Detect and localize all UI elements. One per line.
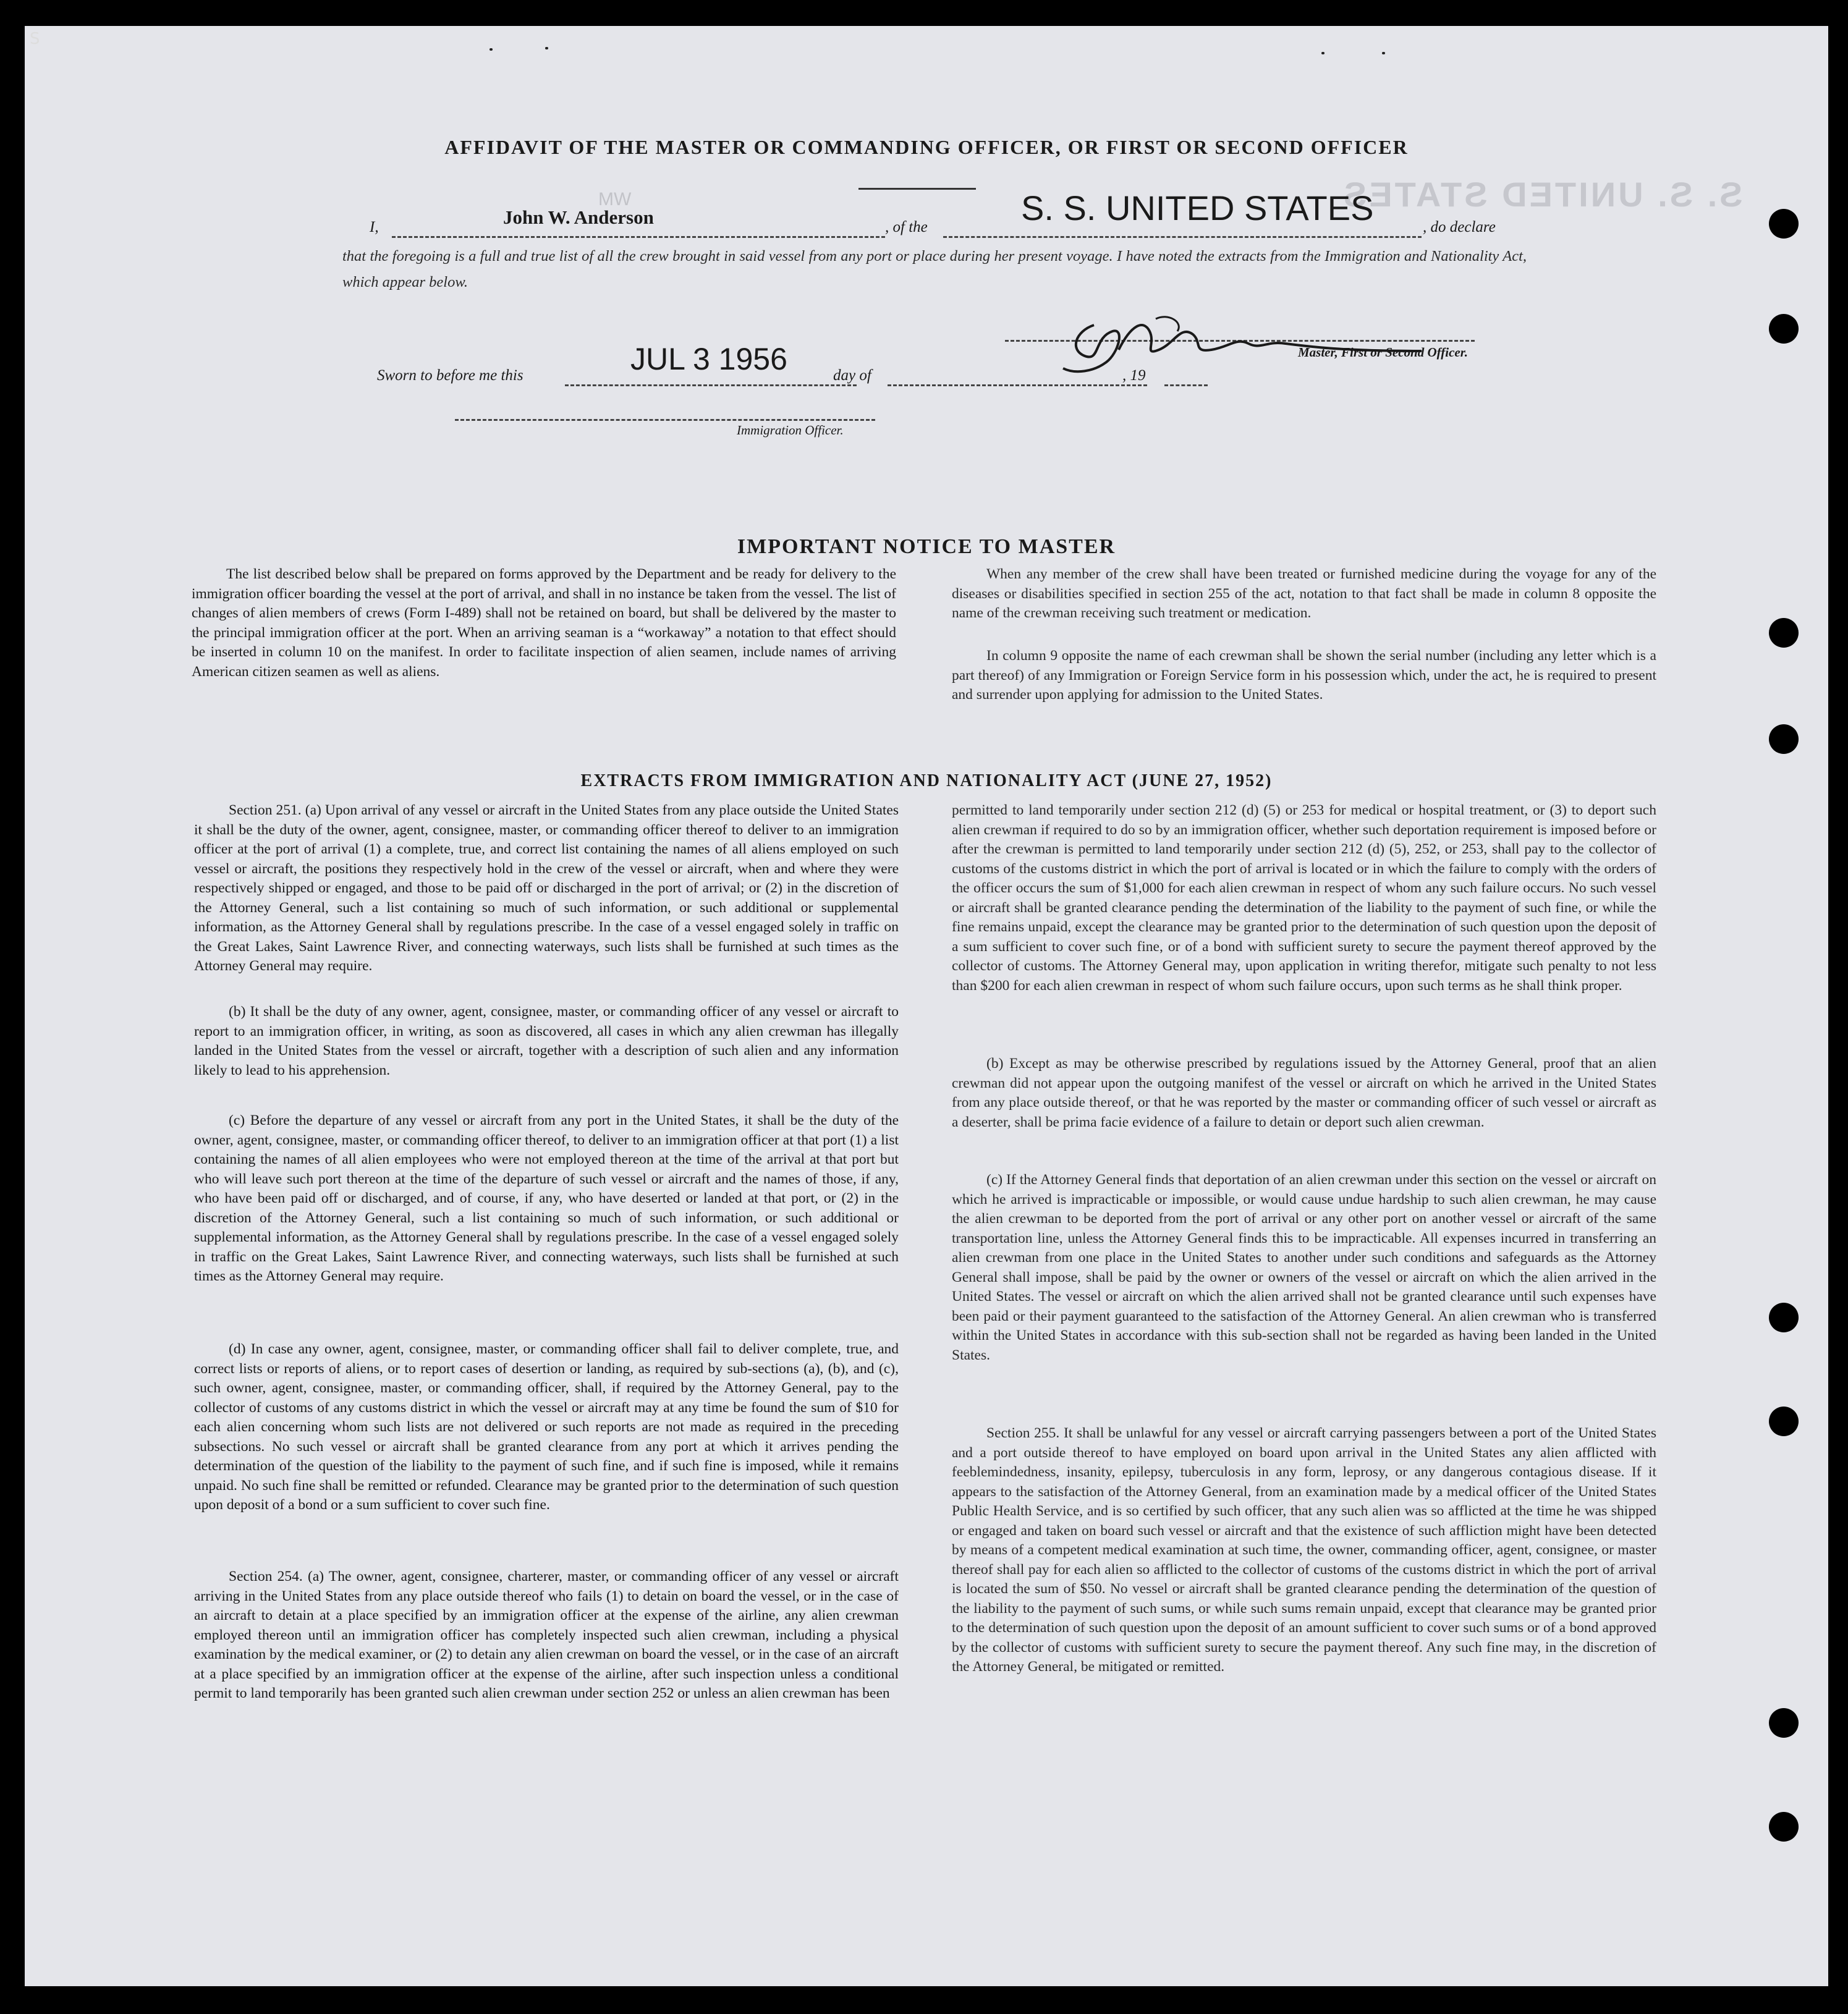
year-line [1164, 384, 1208, 386]
section-254-a: Section 254. (a) The owner, agent, consignee, charterer, master, or commanding officer of any vessel or aircraft arriving in the United States from any place outside thereof who fails (1) to detain on board the vessel, or in the case of an aircraft to detain at a place specified by an immigration officer at the expense of the airline, any alien crewman employed thereon until an immigration officer has completely inspected such alien crewman, including a physical examination by the medical examiner, or (2) to detain any alien crewman on board the vessel, or in the case of an aircraft at a place specified by an immigration officer at the expense of the airline, after such inspection unless a conditional permit to land temporarily has been granted such alien crewman under section 252 or unless an alien crewman has been [194, 1568, 899, 1701]
binder-hole [1769, 209, 1799, 239]
declaration-text: that the foregoing is a full and true list of all the crew brought in said vessel from any port or place during her present voyage. I have noted the extracts from the Immigration and Nationality Act, which appear below. [342, 248, 1527, 290]
corner-mark: S [30, 30, 40, 48]
section-254-c: (c) If the Attorney General finds that deportation of an alien crewman under this section on the vessel or aircraft on which he arrived is impracticable or impossible, or would cause undue hardship to such alien crewman, he may cause the alien crewman to be deported from the port of arrival or any other port on another vessel or aircraft of the same transportation line, unless the Attorney General finds this to be impracticable. All expenses incurred in transferring an alien crewman from one place in the United States to another under such conditions and safeguards as the Attorney General shall impose, shall be paid by the owner or owners of the vessel or aircraft on which the alien arrived in the United States. The vessel or aircraft on which the alien arrived shall not be granted clearance until such expenses have been paid or their payment guaranteed to the satisfaction of the Attorney General. An alien crewman who is transferred within the United States in accordance with this sub-section shall not be regarded as having been landed in the United States. [952, 1172, 1656, 1363]
section-255: Section 255. It shall be unlawful for any vessel or aircraft carrying passengers between a port of the United States and a port outside thereof to have employed on board upon arrival in the United States any alien afflicted with feeblemindedness, insanity, epilepsy, tuberculosis in any form, leprosy, or any dangerous contagious disease. If it appears to the satisfaction of the Attorney General, from an examination made by a medical officer of the United States Public Health Service, and is so certified by such officer, that any such alien was so afflicted at the time he was shipped or engaged and taken on board such vessel or aircraft and that the existence of such affliction might have been detected by means of a competent medical examination at such time, the owner, commanding officer, agent, consignee, or master thereof shall pay for each alien so afflicted to the collector of customs of the customs district in which the port of arrival is located the sum of $50. No vessel or aircraft shall be granted clearance pending the determination of the question of the liability to the payment of such sums, or while such sums remain unpaid, except that clearance may be granted prior to the determination of such question upon the deposit of an amount sufficient to cover such sums or of a bond approved by the collector of customs with sufficient surety to secure the payment thereof. Any such fine may, in the discretion of the Attorney General, be mitigated or remitted. [952, 1425, 1656, 1675]
i-label: I, [370, 219, 379, 235]
of-the-label: , of the [885, 219, 928, 235]
signature-mark [1051, 307, 1452, 381]
speck [490, 48, 493, 51]
section-254-b: (b) Except as may be otherwise prescribed by regulations issued by the Attorney General, proof that an alien crewman did not appear upon the outgoing manifest of the vessel or aircraft on which he arrived in the United States from any place outside thereof, or that he was reported by the master or commanding officer of such vessel or aircraft as a deserter, shall be prima facie evidence of a failure to detain or deport such alien crewman. [952, 1056, 1656, 1130]
month-line [888, 384, 1147, 386]
binder-hole [1769, 618, 1799, 648]
speck [1321, 52, 1325, 54]
show-through-text: MW [598, 189, 632, 209]
show-through-stamp: S. S. UNITED STATES [1341, 175, 1743, 214]
title-divider [858, 188, 976, 190]
binder-hole [1769, 1812, 1799, 1842]
officer-caption: Immigration Officer. [737, 423, 844, 438]
vessel-line [943, 236, 1422, 238]
section-251-c: (c) Before the departure of any vessel or aircraft from any port in the United States, it shall be the duty of the owner, agent, consignee, master, or commanding officer thereof, to deliver to an immigration officer at that port (1) a list containing the names of all alien employees who were not employed thereon at the time of the arrival at that port but who will leave such port thereon at the time of the departure of such vessel or aircraft and the names of those, if any, who have been paid off or discharged, and of course, if any, who have deserted or landed at that port, or (2) in the discretion of the Attorney General, such a list containing so much of such information, or such additional or supplemental information, as the Attorney General shall by regulations prescribe. In the case of a vessel engaged solely in traffic on the Great Lakes, Saint Lawrence River, and connecting waterways, such lists shall be furnished at such times as the Attorney General may require. [194, 1112, 899, 1284]
section-254-a-continued: permitted to land temporarily under section 212 (d) (5) or 253 for medical or hospital treatment, or (3) to deport such alien crewman if required to do so by an immigration officer, whether such deportation requirement is imposed before or after the crewman is permitted to land temporarily under section 212 (d) (5), 252, or 253, shall pay to the collector of customs of the customs district in which the port of arrival is located or in which the failure to comply with the orders of the officer occurs the sum of $1,000 for each alien crewman in respect of whom any such failure occurs. No such vessel or aircraft shall be granted clearance pending the determination of the liability to the payment of such fine, or while the fine remains unpaid, except the clearance may be granted prior to the determination of such question upon the deposit of a sum sufficient to cover such fine, or of a bond with sufficient surety to secure the payment thereof approved by the collector of customs. The Attorney General may, upon application in writing therefor, mitigate such penalty to not less than $200 for each alien crewman in respect of whom such failure occurs, upon such terms as he shall think proper. [952, 802, 1656, 994]
binder-hole [1769, 314, 1799, 344]
day-of-label: day of [833, 367, 871, 384]
binder-hole [1769, 724, 1799, 754]
name-line [392, 236, 885, 238]
binder-hole [1769, 1708, 1799, 1738]
affidavit-title: AFFIDAVIT OF THE MASTER OR COMMANDING OFFICER, OR FIRST OR SECOND OFFICER [444, 136, 1409, 158]
notice-title: IMPORTANT NOTICE TO MASTER [737, 535, 1116, 558]
section-251-a: Section 251. (a) Upon arrival of any vessel or aircraft in the United States from any place outside the United States it shall be the duty of the owner, agent, consignee, master, or commanding officer thereof to deliver to an immigration officer at the port of arrival (1) a complete, true, and correct list containing the names of all aliens employed on such vessel or aircraft, the positions they respectively hold in the crew of the vessel or aircraft, when and where they were respectively shipped or engaged, and those to be paid off or discharged in the port of arrival; or (2) in the discretion of the Attorney General, such a list containing so much of such information, or such additional or supplemental information, as the Attorney General shall by regulations prescribe. In the case of a vessel engaged solely in traffic on the Great Lakes, Saint Lawrence River, and connecting waterways, such lists shall be furnished at such times as the Attorney General may require. [194, 802, 899, 974]
notice-right-paragraph-1: When any member of the crew shall have been treated or furnished medicine during the voyage for any of the diseases or disabilities specified in section 255 of the act, notation to that fact shall be made in column 8 opposite the name of the crewman receiving such treatment or medication. [952, 566, 1656, 621]
sworn-label: Sworn to before me this [377, 367, 523, 384]
speck [545, 47, 548, 49]
immigration-officer-line [455, 419, 875, 421]
document-page [25, 26, 1828, 1986]
sworn-date-line [565, 384, 857, 386]
declare-label: , do declare [1423, 219, 1496, 235]
notice-left-paragraph: The list described below shall be prepared on forms approved by the Department and be ready for delivery to the immigration officer boarding the vessel at the port of arrival, and shall in no instance be taken from the vessel. The list of changes of alien members of crews (Form I-489) shall not be retained on board, but shall be delivered by the master to the principal immigration officer at the port. When an arriving seaman is a “workaway” a notation to that effect should be inserted in column 10 on the manifest. In order to facilitate inspection of alien seamen, include names of arriving American citizen seamen as well as aliens. [192, 566, 896, 680]
vessel-name: S. S. UNITED STATES [1021, 188, 1374, 227]
speck [1382, 52, 1385, 54]
extracts-title: EXTRACTS FROM IMMIGRATION AND NATIONALITY ACT (JUNE 27, 1952) [580, 771, 1273, 790]
binder-hole [1769, 1303, 1799, 1332]
sworn-date-stamp: JUL 3 1956 [630, 342, 787, 376]
officer-name: John W. Anderson [503, 206, 654, 228]
section-251-d: (d) In case any owner, agent, consignee, master, or commanding officer shall fail to deliver complete, true, and correct lists or reports of aliens, or to report cases of desertion or landing, as required by sub-sections (a), (b), and (c), such owner, agent, consignee, master, or commanding officer, shall, if required by the Attorney General, pay to the collector of customs of any customs district in which the vessel or aircraft may at any time be found the sum of $10 for each alien concerning whom such lists are not delivered or such reports are not made as required in the preceding subsections. No such vessel or aircraft shall be granted clearance from any port at which it arrives pending the determination of the question of the liability to the payment of such fine, and if such fine is imposed, while it remains unpaid. No such fine shall be remitted or refunded. Clearance may be granted prior to the determination of such question upon deposit of a bond or a sum sufficient to cover such fine. [194, 1341, 899, 1513]
section-251-b: (b) It shall be the duty of any owner, agent, consignee, master, or commanding officer of any vessel or aircraft to report to an immigration officer, in writing, as soon as discovered, all cases in which any alien crewman has illegally landed in the United States from the vessel or aircraft, together with a description of such alien and any information likely to lead to his apprehension. [194, 1004, 899, 1078]
notice-right-paragraph-2: In column 9 opposite the name of each crewman shall be shown the serial number (including any letter which is a part thereof) of any Immigration or Foreign Service form in his possession which, under the act, he is required to present and surrender upon applying for admission to the United States. [952, 648, 1656, 703]
signature-caption: Master, First or Second Officer. [1298, 345, 1468, 360]
binder-hole [1769, 1407, 1799, 1436]
year-label: , 19 [1122, 367, 1146, 384]
